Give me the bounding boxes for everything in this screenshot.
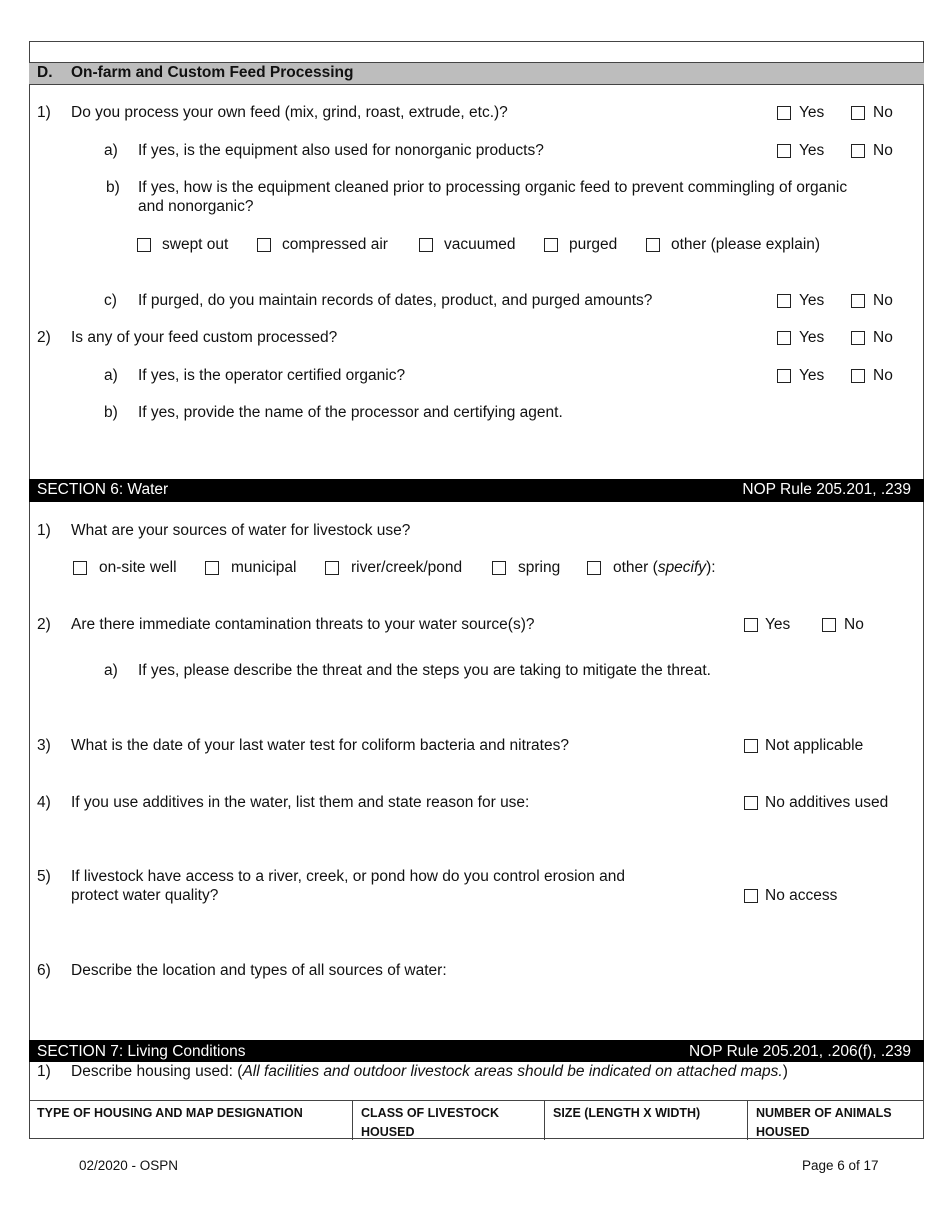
s6-q6-number: 6) bbox=[37, 962, 51, 979]
other-source-checkbox[interactable] bbox=[587, 561, 601, 575]
section-d-title: On-farm and Custom Feed Processing bbox=[71, 64, 354, 81]
d-q1-text: Do you process your own feed (mix, grind, roast, extrude, etc.)? bbox=[71, 104, 508, 121]
section-7-title: SECTION 7: Living Conditions bbox=[37, 1043, 246, 1060]
d-q1-yes-checkbox[interactable] bbox=[777, 106, 791, 120]
section-7-rule: NOP Rule 205.201, .206(f), .239 bbox=[688, 1043, 911, 1060]
d-q1a-yes-checkbox[interactable] bbox=[777, 144, 791, 158]
spring-label: spring bbox=[518, 559, 561, 576]
purged-checkbox[interactable] bbox=[544, 238, 558, 252]
on-site-well-checkbox[interactable] bbox=[73, 561, 87, 575]
s6-q3-number: 3) bbox=[37, 737, 51, 754]
other-source-label bbox=[613, 559, 716, 577]
d-q2-number: 2) bbox=[37, 329, 51, 346]
s6-q4-text: If you use additives in the water, list them and state reason for use: bbox=[71, 794, 530, 811]
d-q1-no-label: No bbox=[873, 104, 893, 121]
housing-table bbox=[29, 1100, 924, 1139]
d-q2a-yes-checkbox[interactable] bbox=[777, 369, 791, 383]
d-q2a-no-checkbox[interactable] bbox=[851, 369, 865, 383]
animals-count-header: NUMBER OF ANIMALS HOUSED bbox=[756, 1106, 892, 1139]
section-d-header bbox=[29, 62, 924, 85]
vacuumed-checkbox[interactable] bbox=[419, 238, 433, 252]
d-q1c-no-checkbox[interactable] bbox=[851, 294, 865, 308]
other-cleaning-label: other (please explain) bbox=[671, 236, 821, 253]
municipal-label: municipal bbox=[231, 559, 297, 576]
no-additives-checkbox[interactable] bbox=[744, 796, 758, 810]
s6-q4-number: 4) bbox=[37, 794, 51, 811]
d-q1-no-checkbox[interactable] bbox=[851, 106, 865, 120]
vacuumed-label: vacuumed bbox=[444, 236, 516, 253]
s6-q2-no-checkbox[interactable] bbox=[822, 618, 836, 632]
livestock-class-header: CLASS OF LIVESTOCK HOUSED bbox=[353, 1101, 545, 1140]
s6-q2a-number: a) bbox=[104, 662, 118, 679]
d-q2-yes-label: Yes bbox=[799, 329, 825, 346]
s7-q1-text-pre: Describe housing used: ( bbox=[71, 1063, 243, 1080]
section-6-header bbox=[29, 479, 924, 502]
d-q1a-yes-label: Yes bbox=[799, 142, 825, 159]
other-source-pre: other ( bbox=[613, 559, 658, 576]
s6-q2-number: 2) bbox=[37, 616, 51, 633]
d-q1c-no-label: No bbox=[873, 292, 893, 309]
d-q2-no-checkbox[interactable] bbox=[851, 331, 865, 345]
s6-q2-text: Are there immediate contamination threats to your water source(s)? bbox=[71, 616, 535, 633]
d-q1a-no-checkbox[interactable] bbox=[851, 144, 865, 158]
other-cleaning-checkbox[interactable] bbox=[646, 238, 660, 252]
s7-q1-number: 1) bbox=[37, 1063, 51, 1080]
d-q1b-text-line1: If yes, how is the equipment cleaned prior to processing organic feed to prevent commingling of organic bbox=[138, 179, 848, 196]
section-7-header bbox=[29, 1040, 924, 1062]
swept-out-label: swept out bbox=[162, 236, 229, 253]
d-q1-number: 1) bbox=[37, 104, 51, 121]
d-q1a-number: a) bbox=[104, 142, 118, 159]
s6-q5-text-line1: If livestock have access to a river, creek, or pond how do you control erosion and bbox=[71, 868, 625, 885]
river-creek-pond-checkbox[interactable] bbox=[325, 561, 339, 575]
d-q2b-text: If yes, provide the name of the processor and certifying agent. bbox=[138, 404, 563, 421]
municipal-checkbox[interactable] bbox=[205, 561, 219, 575]
housing-type-header: TYPE OF HOUSING AND MAP DESIGNATION bbox=[29, 1101, 353, 1140]
d-q2-yes-checkbox[interactable] bbox=[777, 331, 791, 345]
not-applicable-label: Not applicable bbox=[765, 737, 864, 754]
s6-q3-text: What is the date of your last water test for coliform bacteria and nitrates? bbox=[71, 737, 569, 754]
spring-checkbox[interactable] bbox=[492, 561, 506, 575]
d-q1b-number: b) bbox=[106, 179, 120, 196]
s7-q1-text-post: ) bbox=[782, 1063, 788, 1080]
other-source-specify: specify bbox=[657, 559, 707, 576]
d-q1c-yes-checkbox[interactable] bbox=[777, 294, 791, 308]
compressed-air-label: compressed air bbox=[282, 236, 388, 253]
compressed-air-checkbox[interactable] bbox=[257, 238, 271, 252]
s6-q2-yes-checkbox[interactable] bbox=[744, 618, 758, 632]
s6-q5-number: 5) bbox=[37, 868, 51, 885]
d-q1c-number: c) bbox=[104, 292, 117, 309]
d-q1b-text-line2: and nonorganic? bbox=[138, 198, 254, 215]
s6-q5-text-line2: protect water quality? bbox=[71, 887, 219, 904]
d-q1-yes-label: Yes bbox=[799, 104, 825, 121]
swept-out-checkbox[interactable] bbox=[137, 238, 151, 252]
no-additives-label: No additives used bbox=[765, 794, 889, 811]
d-q1c-text: If purged, do you maintain records of dates, product, and purged amounts? bbox=[138, 292, 653, 309]
d-q2-text: Is any of your feed custom processed? bbox=[71, 329, 338, 346]
d-q1a-no-label: No bbox=[873, 142, 893, 159]
purged-label: purged bbox=[569, 236, 618, 253]
s6-q1-text: What are your sources of water for livestock use? bbox=[71, 522, 411, 539]
section-6-rule: NOP Rule 205.201, .239 bbox=[742, 481, 911, 498]
d-q2a-number: a) bbox=[104, 367, 118, 384]
s7-q1-text-italic: All facilities and outdoor livestock areas should be indicated on attached maps. bbox=[242, 1063, 783, 1080]
other-source-post: ): bbox=[706, 559, 716, 576]
not-applicable-checkbox[interactable] bbox=[744, 739, 758, 753]
d-q2b-number: b) bbox=[104, 404, 118, 421]
s6-q1-number: 1) bbox=[37, 522, 51, 539]
size-header: SIZE (LENGTH X WIDTH) bbox=[545, 1101, 748, 1140]
d-q2a-text: If yes, is the operator certified organic? bbox=[138, 367, 406, 384]
d-q2-no-label: No bbox=[873, 329, 893, 346]
d-q2a-no-label: No bbox=[873, 367, 893, 384]
section-d-letter: D. bbox=[37, 64, 53, 81]
on-site-well-label: on-site well bbox=[99, 559, 177, 576]
no-access-label: No access bbox=[765, 887, 838, 904]
s6-q2-no-label: No bbox=[844, 616, 864, 633]
s6-q2-yes-label: Yes bbox=[765, 616, 791, 633]
footer-page-number: Page 6 of 17 bbox=[802, 1158, 879, 1173]
s6-q6-text: Describe the location and types of all sources of water: bbox=[71, 962, 447, 979]
section-6-title: SECTION 6: Water bbox=[37, 481, 169, 498]
no-access-checkbox[interactable] bbox=[744, 889, 758, 903]
footer-version: 02/2020 - OSPN bbox=[79, 1158, 179, 1173]
s7-q1-text bbox=[71, 1063, 788, 1081]
d-q1c-yes-label: Yes bbox=[799, 292, 825, 309]
s6-q2a-text: If yes, please describe the threat and the steps you are taking to mitigate the threat. bbox=[138, 662, 711, 679]
d-q1a-text: If yes, is the equipment also used for nonorganic products? bbox=[138, 142, 544, 159]
river-creek-pond-label: river/creek/pond bbox=[351, 559, 463, 576]
d-q2a-yes-label: Yes bbox=[799, 367, 825, 384]
